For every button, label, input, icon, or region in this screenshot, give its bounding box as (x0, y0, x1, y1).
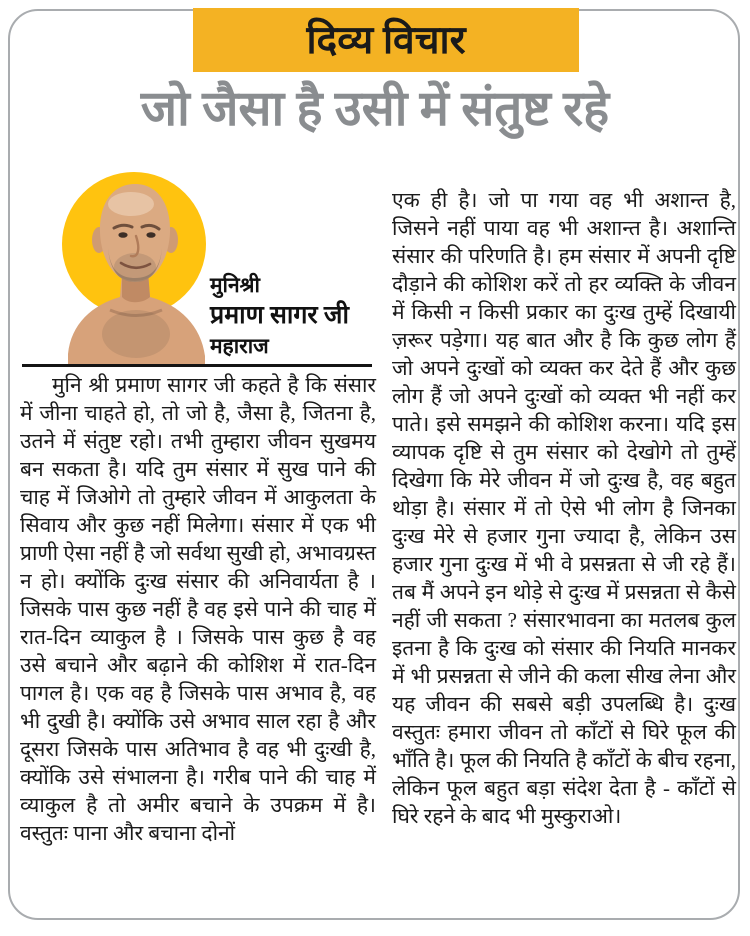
article-body (20, 168, 736, 918)
portrait-forehead-highlight (108, 192, 154, 216)
portrait-chest-hair (102, 310, 170, 358)
article-column-left (20, 168, 376, 918)
author-honorific: मुनिश्री (210, 273, 260, 297)
article-text-left: मुनि श्री प्रमाण सागर जी कहते है कि संसार में जीना चाहते हो, तो जो है, जैसा है, जितना है, उतने में संतुष्ट रहो। तभी तुम्हारा जीवन सुखमय बन सकता है। यदि तुम संसार में सुख पाने की चाह में जिओगे तो तुम्हारे जीवन में आकुलता के सिवाय और कुछ नहीं मिलेगा। संसार में एक भी प्राणी ऐसा नहीं है जो सर्वथा सुखी हो, अभावग्रस्त न हो। क्योंकि दुःख संसार की अनिवार्यता है । जिसके पास कुछ नहीं है वह इसे पाने की चाह में रात-दिन व्याकुल है । जिसके पास कुछ है वह उसे बचाने और बढ़ाने की कोशिश में रात-दिन पागल है। एक वह है जिसके पास अभाव है, वह भी दुखी है। क्योंकि उसे अभाव साल रहा है और दूसरा जिसके पास अतिभाव है वह भी दुःखी है, क्योंकि उसे संभालना है। गरीब पाने की चाह में व्याकुल है तो अमीर बचाने के उपक्रम में है। वस्तुतः पाना और बचाना दोनों (20, 373, 376, 845)
monk-portrait-photo (58, 168, 218, 364)
author-name: प्रमाण सागर जी (210, 302, 349, 329)
article-headline: जो जैसा है उसी में संतुष्ट रहे (140, 81, 610, 136)
author-photo-block (20, 168, 376, 364)
section-banner (193, 8, 579, 72)
author-caption (210, 270, 349, 361)
author-title: महाराज (210, 334, 269, 358)
section-banner-title: दिव्य विचार (306, 18, 466, 62)
portrait-eye-right (146, 232, 155, 238)
portrait-eye-left (118, 232, 127, 238)
article-column-right (392, 168, 736, 918)
article-text-right: एक ही है। जो पा गया वह भी अशान्त है, जिसने नहीं पाया वह भी अशान्त है। अशान्ति संसार की परिणति है। हम संसार में अपनी दृष्टि दौड़ाने की कोशिश करें तो हर व्यक्ति के जीवन में किसी न किसी प्रकार का दुःख तुम्हें दिखायी ज़रूर पड़ेगा। यह बात और है कि कुछ लोग हैं जो अपने दुःखों को व्यक्त कर देते हैं और कुछ लोग हैं जो अपने दुःखों को व्यक्त भी नहीं कर पाते। इसे समझने की कोशिश करना। यदि इस व्यापक दृष्टि से तुम संसार को देखोगे तो तुम्हें दिखेगा कि मेरे जीवन में जो दुःख है, वह बहुत थोड़ा है। संसार में तो ऐसे भी लोग है जिनका दुःख मेरे से हजार गुना ज्यादा है, लेकिन उस हजार गुना दुःख में भी वे प्रसन्नता से जी रहे हैं। तब मैं अपने इन थोड़े से दुःख में प्रसन्नता से कैसे नहीं जी सकता ? संसारभावना का मतलब कुल इतना है कि दुःख को संसार की नियति मानकर में भी प्रसन्नता से जीने की कला सीख लेना और यह जीवन की सबसे बड़ी उपलब्धि है। दुःख वस्तुतः हमारा जीवन तो काँटों से घिरे फूल की भाँति है। फूल की नियति है काँटों के बीच रहना, लेकिन फूल बहुत बड़ा संदेश देता है - काँटों से घिरे रहने के बाद भी मुस्कुराओ। (392, 188, 736, 828)
divider-rule (22, 364, 372, 367)
